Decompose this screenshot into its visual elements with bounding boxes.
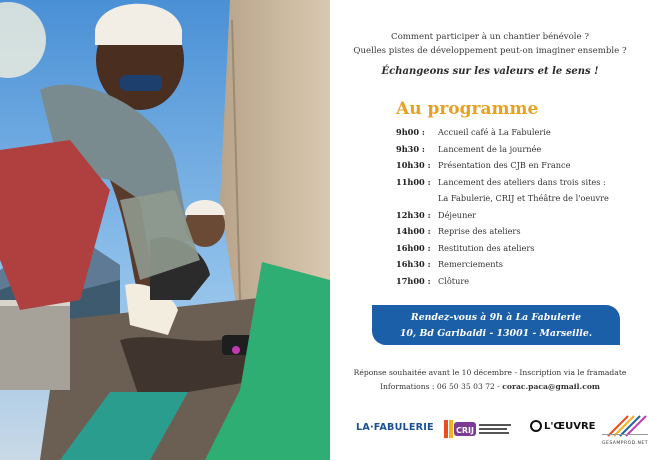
rendezvous-box [372, 305, 620, 345]
schedule-row [396, 259, 646, 276]
schedule-row [396, 210, 646, 227]
intro-line-1: Comment participer à un chantier bénévole ? [391, 32, 589, 42]
contact-email-link[interactable]: corac.paca@gmail.com [502, 382, 600, 391]
schedule-time: 12h30 : [396, 209, 431, 220]
schedule-time: 9h00 : [396, 127, 425, 137]
content-panel [330, 0, 650, 460]
schedule-activity: Reprise des ateliers [438, 226, 521, 236]
schedule-time: 14h00 : [396, 226, 431, 236]
tagline: Échangeons sur les valeurs et le sens ! [381, 66, 599, 77]
ring-icon [530, 420, 542, 432]
programme-title: Au programme [396, 99, 539, 119]
schedule-activity: La Fabulerie, CRIJ et Théâtre de l'oeuvre [438, 193, 609, 203]
schedule-time: 16h00 : [396, 242, 431, 253]
intro-line-2: Quelles pistes de développement peut-on imaginer ensemble ? [353, 46, 627, 56]
gesamprod-logo: GESAMPROD.NET [600, 412, 650, 446]
schedule-time: 16h30 : [396, 259, 431, 269]
schedule-list [396, 127, 646, 292]
schedule-activity: Accueil café à La Fabulerie [438, 127, 551, 137]
schedule-row [396, 144, 646, 161]
schedule-activity: Clôture [438, 275, 470, 286]
svg-text:CRIJ: CRIJ [456, 426, 474, 435]
schedule-row [396, 127, 646, 144]
schedule-time: 10h30 : [396, 160, 431, 170]
intro-text [330, 30, 650, 58]
schedule-time: 11h00 : [396, 176, 431, 187]
schedule-row [396, 226, 646, 243]
rendezvous-line-1: Rendez-vous à 9h à La Fabulerie [410, 312, 582, 323]
schedule-row [396, 276, 646, 293]
reply-deadline: Réponse souhaitée avant le 10 décembre - Inscription via le framadate [353, 368, 627, 377]
schedule-row [396, 177, 646, 194]
contact-line [330, 380, 650, 394]
contact-phone: Informations : 06 50 35 03 72 - [380, 382, 503, 391]
crij-logo [444, 418, 514, 440]
schedule-row [396, 193, 646, 210]
schedule-row [396, 243, 646, 260]
reply-info [330, 366, 650, 394]
schedule-activity: Restitution des ateliers [438, 242, 535, 253]
schedule-activity: Lancement des ateliers dans trois sites : [438, 176, 606, 187]
schedule-activity: Lancement de la journée [438, 143, 542, 154]
fabulerie-logo: LA·FABULERIE [356, 422, 434, 433]
partner-logos [350, 410, 650, 450]
rendezvous-address: 10, Bd Garibaldi - 13001 - Marseille. [399, 328, 593, 339]
schedule-row [396, 160, 646, 177]
schedule-time: 17h00 : [396, 275, 431, 286]
schedule-activity: Remerciements [438, 259, 503, 269]
schedule-activity: Déjeuner [438, 209, 477, 220]
schedule-activity: Présentation des CJB en France [438, 160, 571, 170]
oeuvre-logo: L'ŒUVRE [530, 420, 596, 432]
schedule-time: 9h30 : [396, 143, 425, 154]
